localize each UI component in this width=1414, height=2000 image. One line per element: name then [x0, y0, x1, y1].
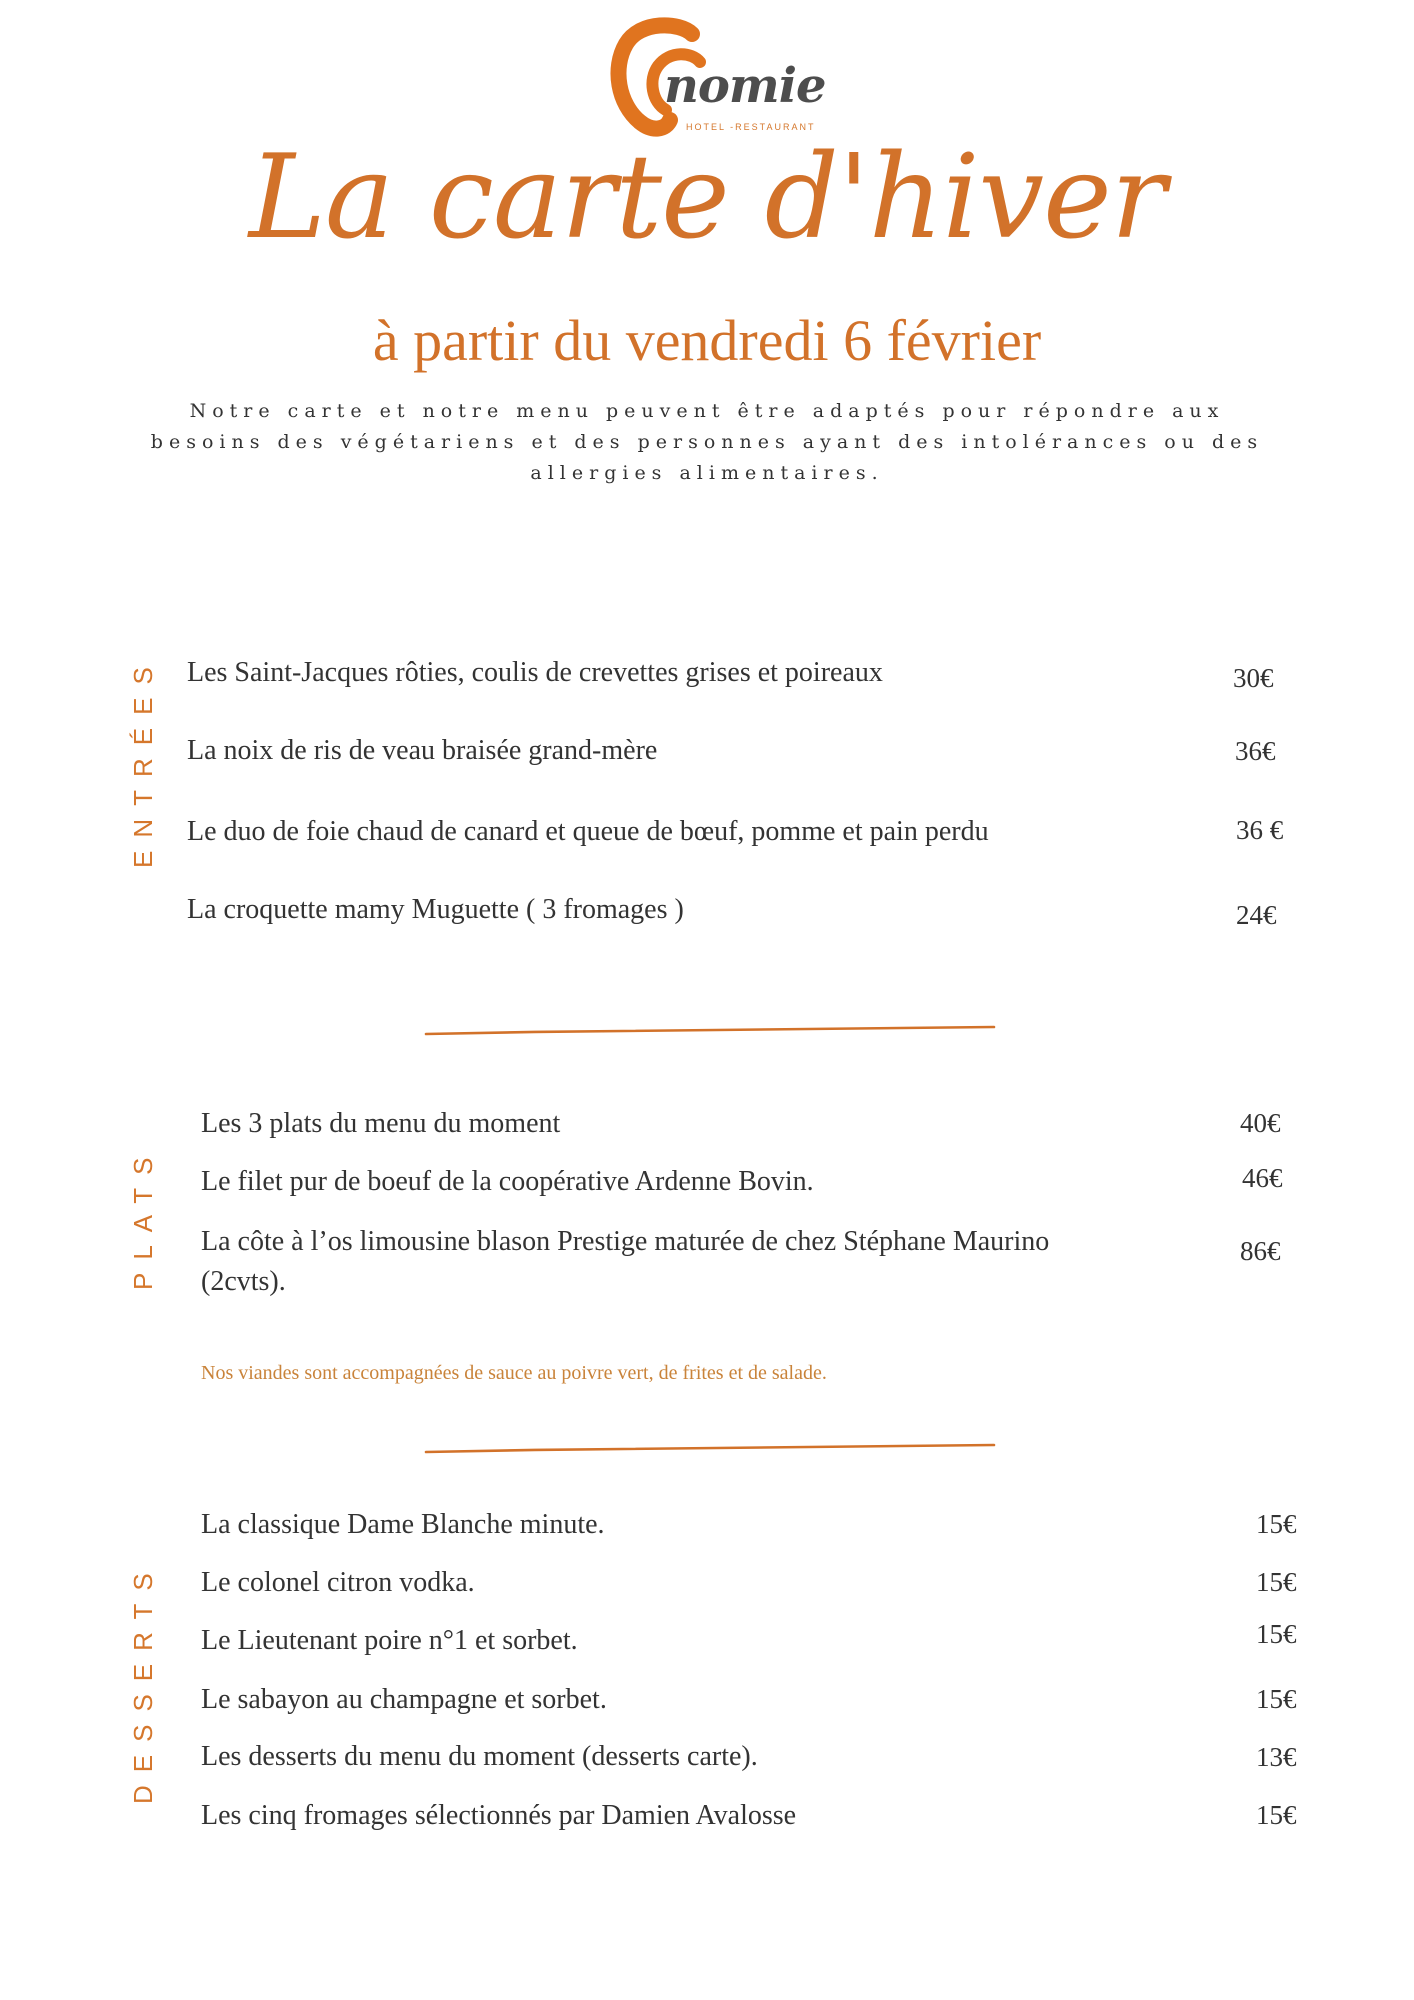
entree-item-price: 24€: [1236, 900, 1277, 930]
dietary-notice: Notre carte et notre menu peuvent être adaptés pour répondre aux besoins des végétariens et des personnes ayant des intolérances ou des allergies alimentaires.: [150, 400, 1264, 484]
dessert-item-name: La classique Dame Blanche minute.: [201, 1509, 605, 1540]
restaurant-logo: [600, 14, 826, 144]
dessert-item-name: Le Lieutenant poire n°1 et sorbet.: [201, 1625, 578, 1656]
section-label-desserts: DESSERTS: [128, 1560, 158, 1804]
section-divider: [420, 1020, 1000, 1040]
logo-brand-name: nomie: [664, 58, 826, 114]
menu-subtitle: à partir du vendredi 6 février: [372, 308, 1042, 373]
plats-side-note: Nos viandes sont accompagnées de sauce au poivre vert, de frites et de salade.: [201, 1362, 827, 1384]
entree-item-name: Le duo de foie chaud de canard et queue de bœuf, pomme et pain perdu: [187, 816, 989, 847]
section-label-plats: PLATS: [128, 1144, 158, 1290]
plat-item-name: Le filet pur de boeuf de la coopérative Ardenne Bovin.: [201, 1166, 814, 1197]
plat-item-price: 40€: [1240, 1108, 1281, 1138]
dessert-item-price: 15€: [1256, 1619, 1297, 1649]
entree-item-price: 36€: [1235, 736, 1276, 766]
menu-title: La carte d'hiver: [248, 130, 1166, 265]
dessert-item-price: 15€: [1256, 1684, 1297, 1714]
dessert-item-price: 13€: [1256, 1742, 1297, 1772]
dessert-item-price: 15€: [1256, 1800, 1297, 1830]
plat-item-price: 46€: [1242, 1163, 1283, 1193]
plat-item-name: La côte à l’os limousine blason Prestige maturée de chez Stéphane Maurino (2cvts).: [201, 1226, 1050, 1297]
dessert-item-name: Les desserts du menu du moment (desserts carte).: [201, 1741, 758, 1772]
entree-item-price: 36 €: [1236, 815, 1284, 845]
section-label-entrees: ENTRÉES: [128, 654, 158, 868]
logo-subtitle: HOTEL -RESTAURANT: [686, 122, 816, 132]
section-divider: [420, 1438, 1000, 1458]
dessert-item-price: 15€: [1256, 1509, 1297, 1539]
entree-item-name: Les Saint-Jacques rôties, coulis de crevettes grises et poireaux: [187, 657, 883, 688]
dessert-item-name: Les cinq fromages sélectionnés par Damien Avalosse: [201, 1800, 797, 1831]
plat-item-price: 86€: [1240, 1236, 1281, 1266]
dessert-item-name: Le colonel citron vodka.: [201, 1567, 475, 1598]
plat-item-name: Les 3 plats du menu du moment: [201, 1108, 561, 1139]
entree-item-price: 30€: [1233, 663, 1274, 693]
entree-item-name: La croquette mamy Muguette ( 3 fromages ): [187, 894, 684, 925]
dessert-item-price: 15€: [1256, 1567, 1297, 1597]
dessert-item-name: Le sabayon au champagne et sorbet.: [201, 1684, 607, 1715]
entree-item-name: La noix de ris de veau braisée grand-mère: [187, 735, 658, 766]
